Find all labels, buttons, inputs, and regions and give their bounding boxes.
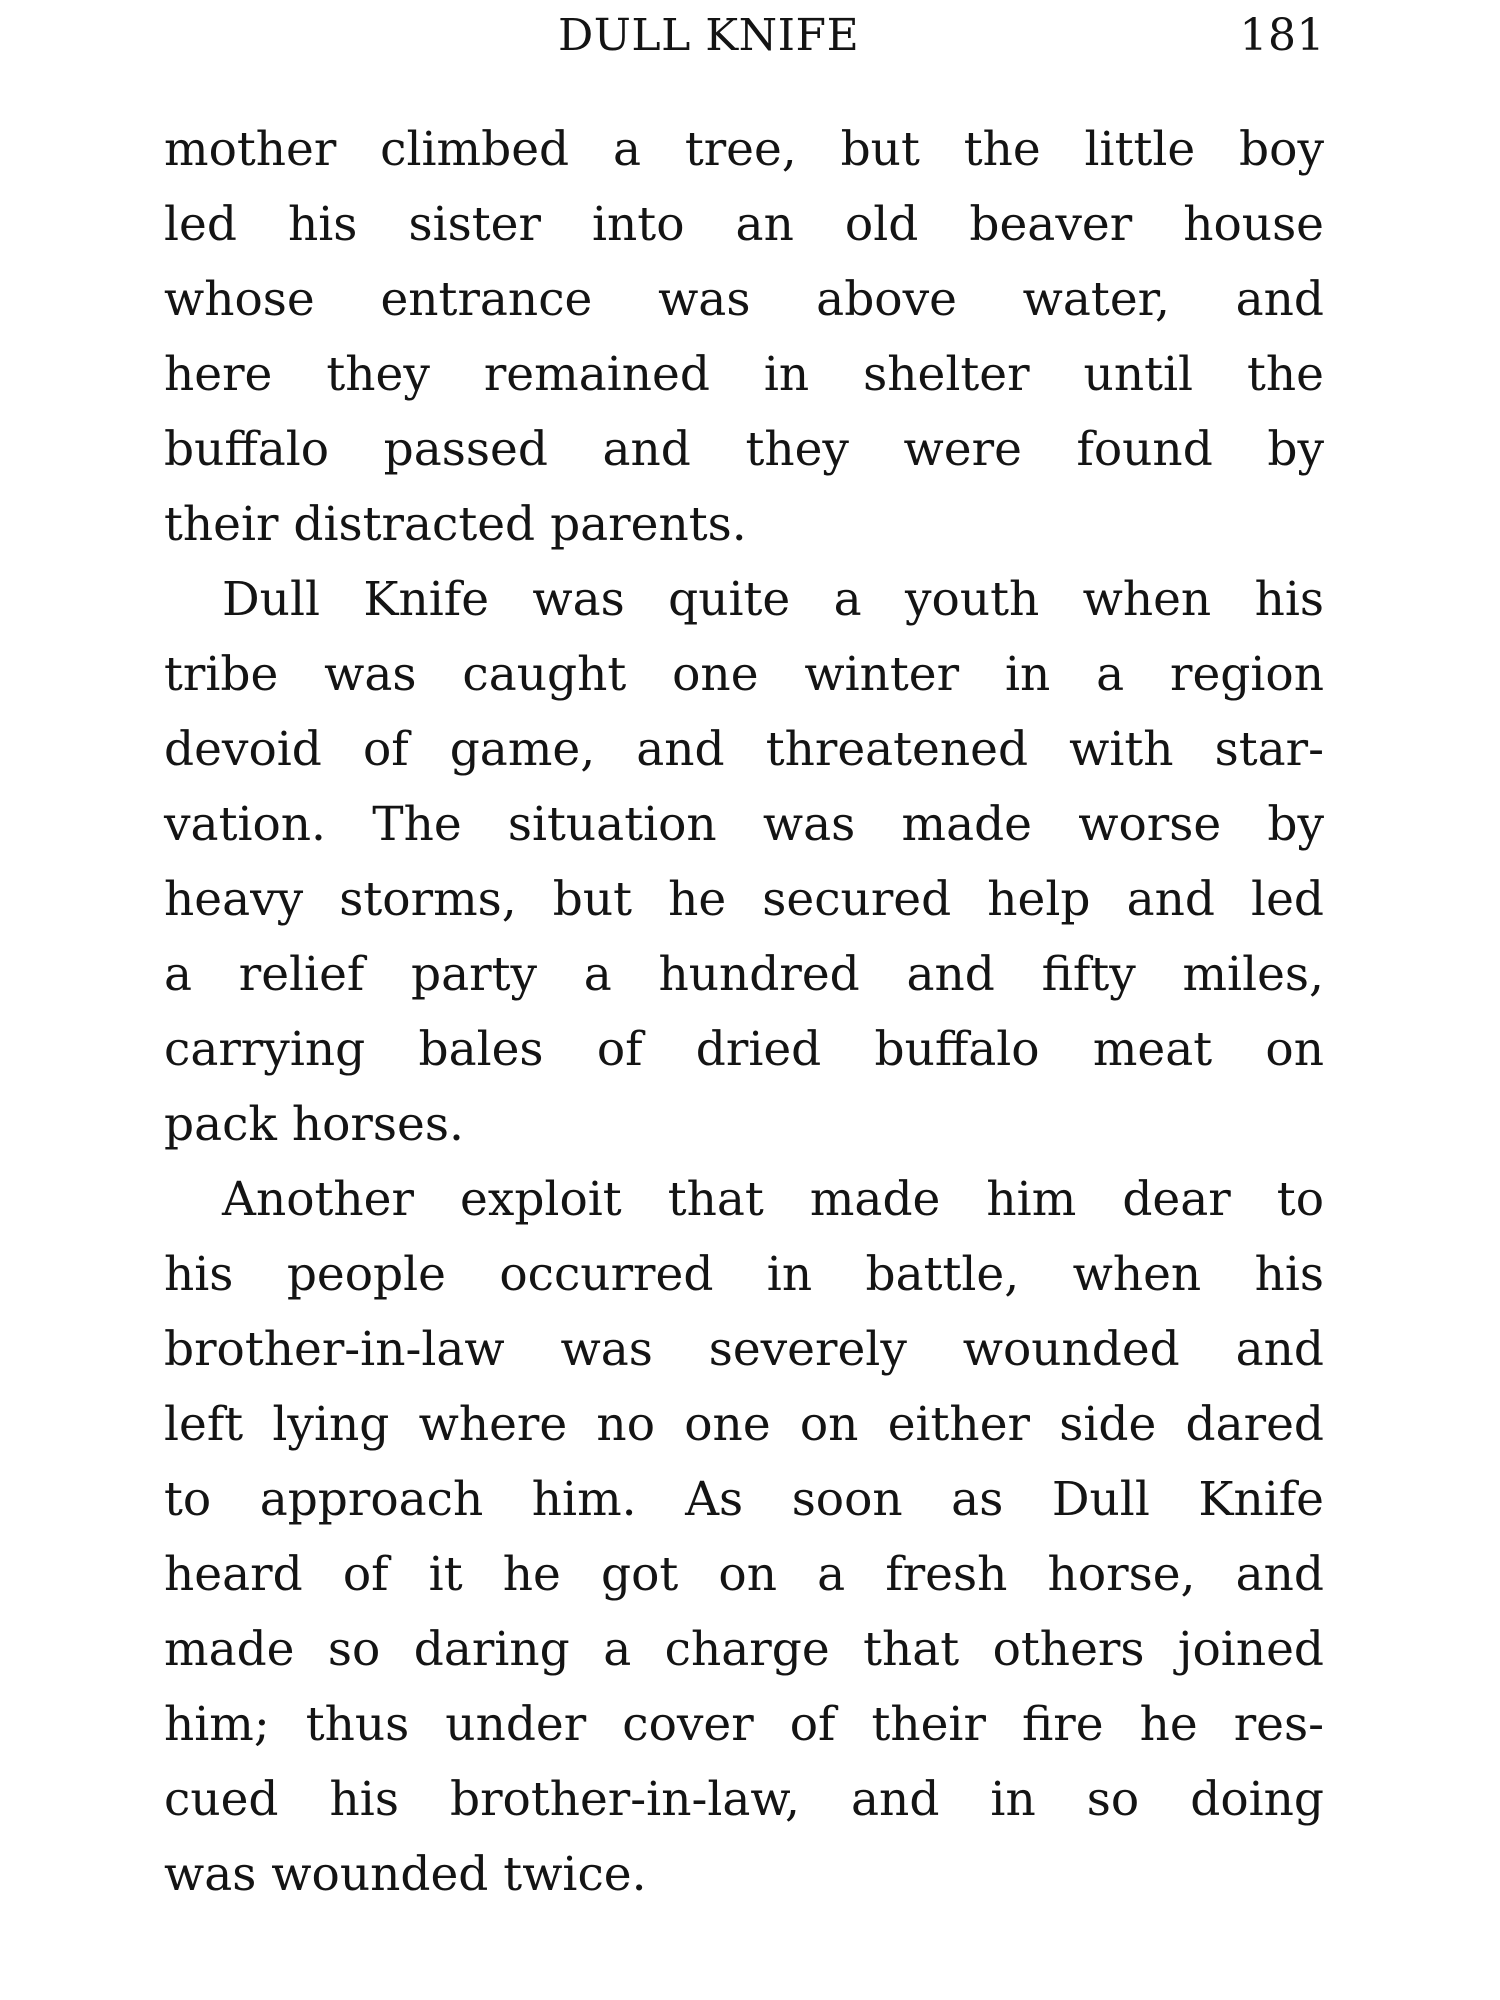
text-line: heard of it he got on a fresh horse, and <box>164 1547 1324 1602</box>
text-line: cued his brother-in-law, and in so doing <box>164 1772 1324 1827</box>
text-line: mother climbed a tree, but the little boy <box>164 122 1324 177</box>
text-line: vation. The situation was made worse by <box>164 797 1324 852</box>
body-text <box>164 112 1324 1912</box>
text-line: his people occurred in battle, when his <box>164 1247 1324 1302</box>
text-line: was wounded twice. <box>164 1847 647 1902</box>
text-line: here they remained in shelter until the <box>164 347 1324 402</box>
text-line: their distracted parents. <box>164 497 747 552</box>
text-line: tribe was caught one winter in a region <box>164 647 1324 702</box>
text-line: left lying where no one on either side dared <box>164 1397 1324 1452</box>
running-head <box>160 6 1325 66</box>
text-line: buffalo passed and they were found by <box>164 422 1324 477</box>
text-line: him; thus under cover of their fire he res- <box>164 1697 1324 1752</box>
page-number: 181 <box>1239 10 1325 61</box>
text-line: a relief party a hundred and fifty miles, <box>164 947 1324 1002</box>
text-line: to approach him. As soon as Dull Knife <box>164 1472 1324 1527</box>
text-line: Another exploit that made him dear to <box>222 1172 1324 1227</box>
text-line: pack horses. <box>164 1097 464 1152</box>
text-line: whose entrance was above water, and <box>164 272 1324 327</box>
text-line: carrying bales of dried buffalo meat on <box>164 1022 1324 1077</box>
text-line: brother-in-law was severely wounded and <box>164 1322 1324 1377</box>
text-line: led his sister into an old beaver house <box>164 197 1324 252</box>
chapter-title: DULL KNIFE <box>558 10 860 61</box>
text-line: devoid of game, and threatened with star- <box>164 722 1324 777</box>
text-line: Dull Knife was quite a youth when his <box>222 572 1324 627</box>
text-line: made so daring a charge that others joined <box>164 1622 1324 1677</box>
text-line: heavy storms, but he secured help and led <box>164 872 1324 927</box>
